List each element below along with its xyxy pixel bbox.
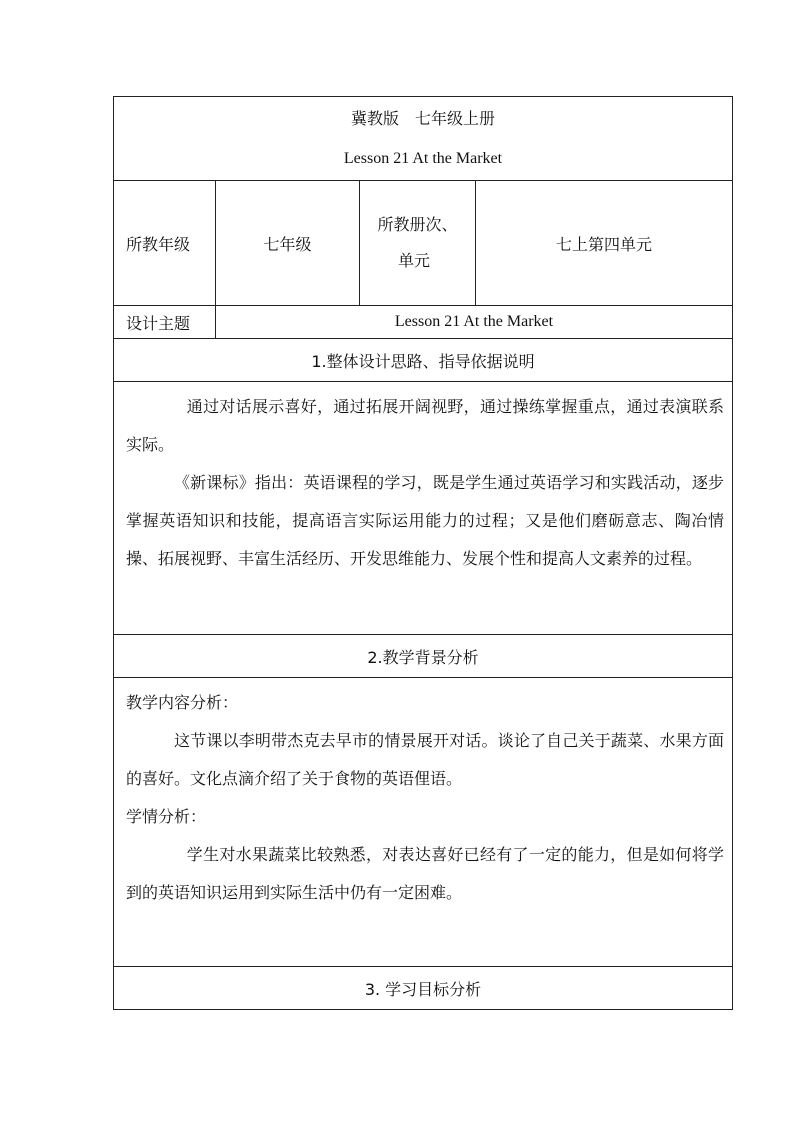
theme-label: 设计主题 xyxy=(114,306,216,339)
volume-value: 七上第四单元 xyxy=(476,181,733,306)
volume-label-line2: 单元 xyxy=(398,251,431,270)
content-analysis-label: 教学内容分析： xyxy=(126,693,239,712)
header-lesson-title: Lesson 21 At the Market xyxy=(114,139,733,181)
section1-body xyxy=(114,382,733,635)
section2-title: 2.教学背景分析 xyxy=(114,635,733,678)
section3-title: 3. 学习目标分析 xyxy=(114,967,733,1010)
theme-value: Lesson 21 At the Market xyxy=(216,306,733,339)
grade-value: 七年级 xyxy=(216,181,360,306)
section1-paragraph-1: 通过对话展示喜好，通过拓展开阔视野，通过操练掌握重点，通过表演联系实际。 xyxy=(126,397,725,454)
header-edition: 冀教版 七年级上册 xyxy=(114,97,733,139)
volume-label xyxy=(360,181,476,306)
student-analysis-label: 学情分析： xyxy=(126,807,207,826)
section1-paragraph-2: 《新课标》指出：英语课程的学习，既是学生通过英语学习和实践活动，逐步掌握英语知识和技能，提高语言实际运用能力的过程；又是他们磨砺意志、陶冶情操、拓展视野、丰富生活经历、开发思维能力、发展个性和提高人文素养的过程。 xyxy=(126,473,725,568)
section2-body xyxy=(114,678,733,967)
student-analysis-text: 学生对水果蔬菜比较熟悉，对表达喜好已经有了一定的能力，但是如何将学到的英语知识运用到实际生活中仍有一定困难。 xyxy=(126,845,725,902)
section1-title: 1.整体设计思路、指导依据说明 xyxy=(114,339,733,382)
volume-label-line1: 所教册次、 xyxy=(377,215,458,234)
content-analysis-text: 这节课以李明带杰克去早市的情景展开对话。谈论了自己关于蔬菜、水果方面的喜好。文化点滴介绍了关于食物的英语俚语。 xyxy=(126,731,725,788)
lesson-plan-table xyxy=(113,96,733,1010)
grade-label: 所教年级 xyxy=(114,181,216,306)
